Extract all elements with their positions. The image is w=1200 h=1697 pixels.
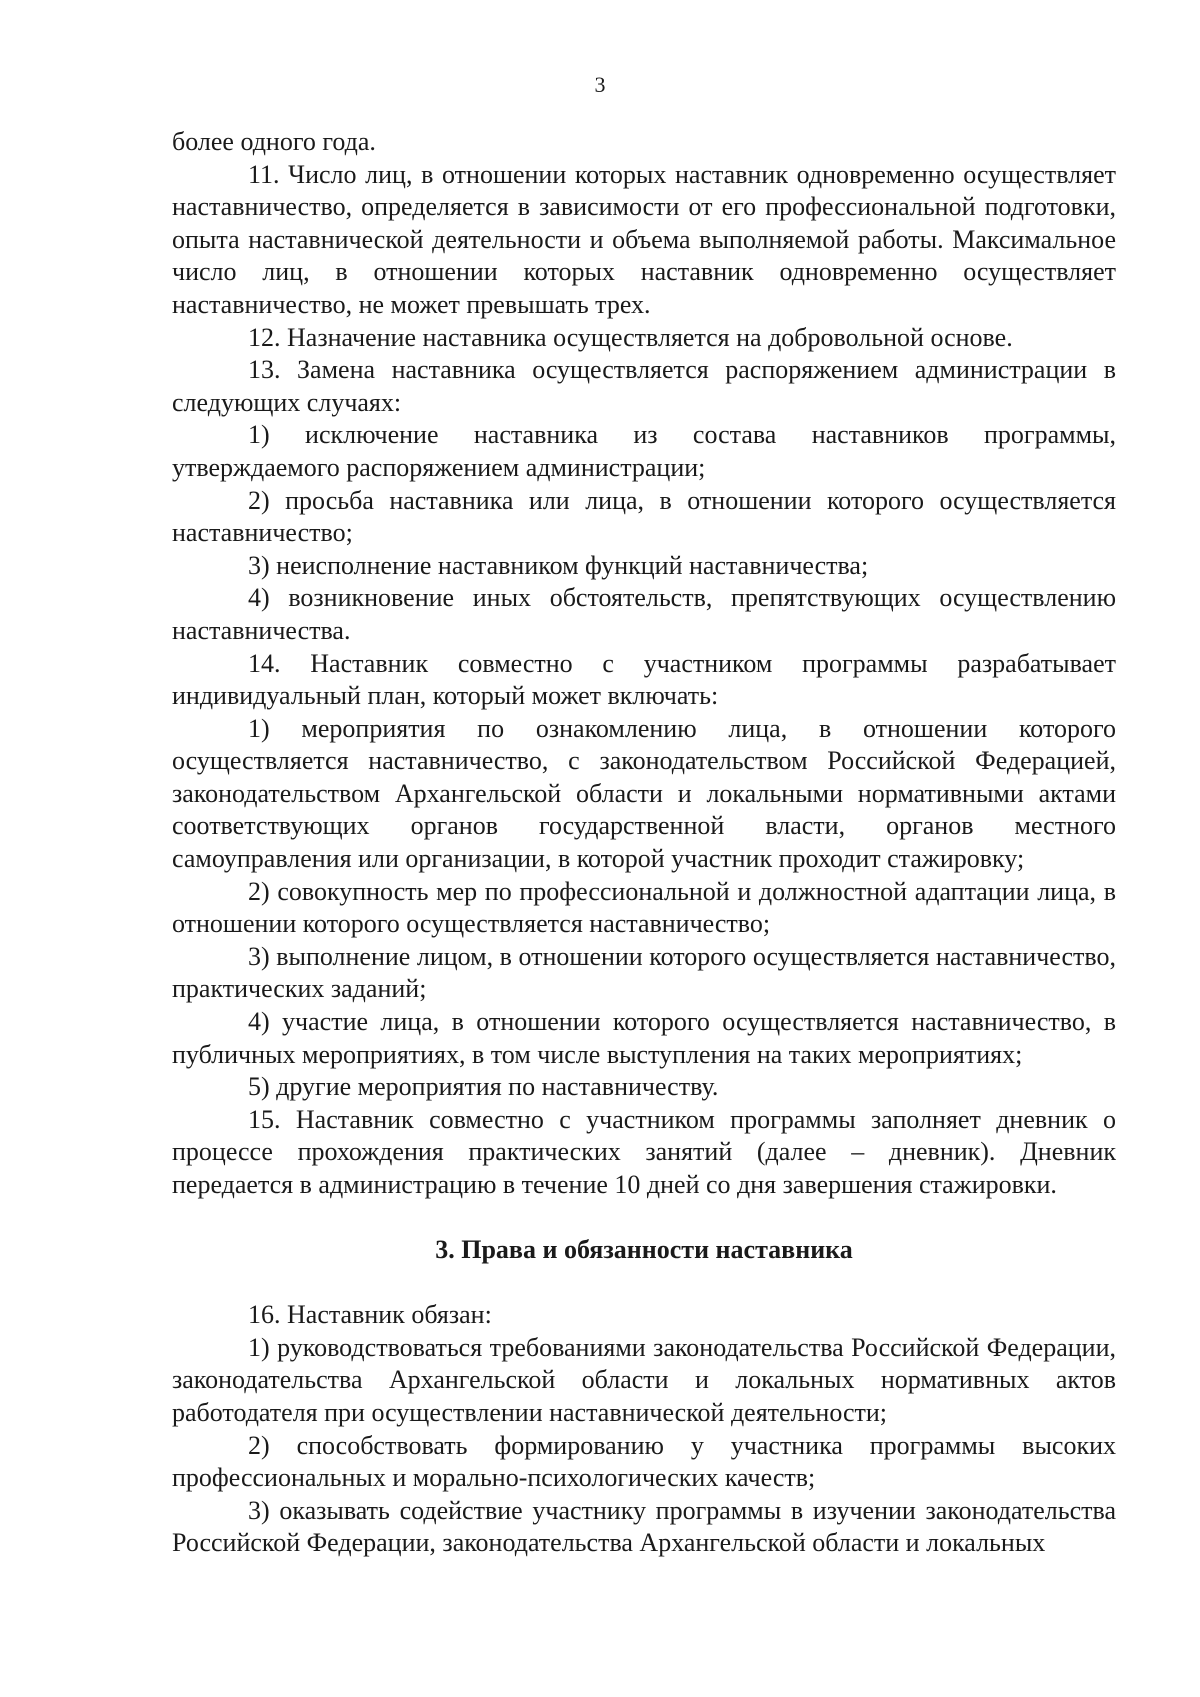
paragraph-item-15: 15. Наставник совместно с участником программы заполняет дневник о процессе прохождения практических занятий (далее – дневник). Дневник передается в администрацию в течение 10 дней со дня завершения стажировки. <box>172 1104 1116 1199</box>
paragraph-item-16: 16. Наставник обязан: <box>248 1300 492 1330</box>
subitem-14-4: 4) участие лица, в отношении которого осуществляется наставничество, в публичных мероприятиях, в том числе выступления на таких мероприятиях; <box>172 1007 1116 1069</box>
subitem-13-3: 3) неисполнение наставником функций наставничества; <box>248 550 869 580</box>
subitem-13-2: 2) просьба наставника или лица, в отношении которого осуществляется наставничество; <box>172 485 1116 548</box>
subitem-14-3: 3) выполнение лицом, в отношении которого осуществляется наставничество, практических заданий; <box>172 941 1116 1004</box>
subitem-14-1: 1) мероприятия по ознакомлению лица, в отношении которого осуществляется наставничество, с законодательством Российской Федерацией, законодательством Архангельской области и локальными нормативными актами соответствующих органов государственной власти, органов местного самоуправления или организации, в которой участник проходит стажировку; <box>172 713 1116 874</box>
paragraph-item-11: 11. Число лиц, в отношении которых наставник одновременно осуществляет наставничество, определяется в зависимости от его профессиональной подготовки, опыта наставнической деятельности и объема выполняемой работы. Максимальное число лиц, в отношении которых наставник одновременно осуществляет наставничество, не может превышать трех. <box>172 159 1116 319</box>
subitem-14-2: 2) совокупность мер по профессиональной и должностной адаптации лица, в отношении которого осуществляется наставничество; <box>172 876 1116 939</box>
subitem-16-2: 2) способствовать формированию у участника программы высоких профессиональных и морально-психологических качеств; <box>172 1430 1116 1493</box>
paragraph-item-14: 14. Наставник совместно с участником программы разрабатывает индивидуальный план, который может включать: <box>172 648 1116 711</box>
page-number: 3 <box>594 72 606 97</box>
subitem-13-4: 4) возникновение иных обстоятельств, препятствующих осуществлению наставничества. <box>172 583 1116 645</box>
paragraph-item-13: 13. Замена наставника осуществляется распоряжением администрации в следующих случаях: <box>172 355 1116 417</box>
paragraph-continuation: более одного года. <box>172 127 376 156</box>
subitem-16-3: 3) оказывать содействие участнику программы в изучении законодательства Российской Федерации, законодательства Архангельской области и локальных <box>172 1495 1116 1558</box>
section-heading: 3. Права и обязанности наставника <box>435 1234 853 1264</box>
document-body <box>172 126 1116 1560</box>
subitem-13-1: 1) исключение наставника из состава наставников программы, утверждаемого распоряжением администрации; <box>172 420 1116 482</box>
subitem-14-5: 5) другие мероприятия по наставничеству. <box>248 1072 719 1102</box>
subitem-16-1: 1) руководствоваться требованиями законодательства Российской Федерации, законодательства Архангельской области и локальных нормативных актов работодателя при осуществлении наставнической деятельности; <box>172 1332 1116 1427</box>
paragraph-item-12: 12. Назначение наставника осуществляется на добровольной основе. <box>248 322 1013 352</box>
